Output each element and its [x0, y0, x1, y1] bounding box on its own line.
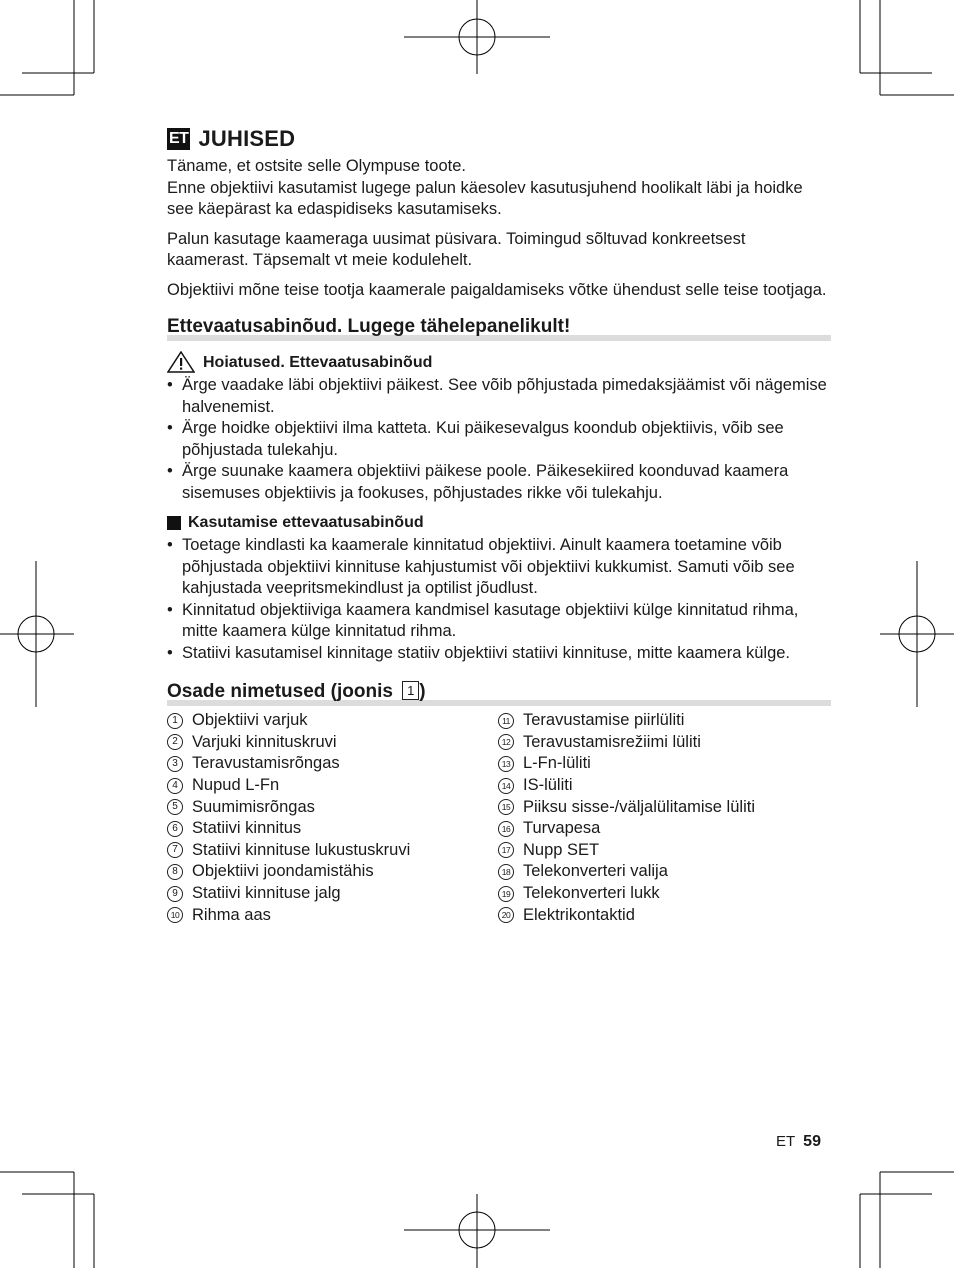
part-item — [498, 753, 829, 775]
part-number-circle: 4 — [167, 778, 183, 794]
part-number-circle: 20 — [498, 907, 514, 923]
part-item — [167, 710, 498, 732]
part-item — [498, 883, 829, 905]
part-item — [498, 840, 829, 862]
bullet-text: Toetage kindlasti ka kaamerale kinnitatud objektiivi. Ainult kaamera toetamine võib põhjustada objektiivi kinnituse kahjustumist või objektiivi kukkumist. Samuti võib see kahjustada veepritsmekindlust ja optilist jõudlust. — [182, 536, 795, 597]
part-label: Rihma aas — [192, 905, 271, 924]
part-item — [167, 883, 498, 905]
warnings-heading — [167, 351, 829, 373]
part-number-circle: 11 — [498, 713, 514, 729]
part-label: Varjuki kinnituskruvi — [192, 732, 337, 751]
part-number-circle: 7 — [167, 842, 183, 858]
part-label: Statiivi kinnituse jalg — [192, 884, 341, 903]
page-number: 59 — [803, 1133, 821, 1150]
part-label: L-Fn-lüliti — [523, 754, 591, 773]
part-label: Objektiivi varjuk — [192, 711, 308, 730]
warning-triangle-icon — [167, 351, 195, 373]
part-label: Nupud L-Fn — [192, 776, 280, 795]
part-item — [498, 775, 829, 797]
page-footer — [776, 1133, 821, 1151]
bullet-item — [167, 643, 829, 665]
bullet-item — [167, 600, 829, 643]
part-label: Teravustamisrõngas — [192, 754, 340, 773]
part-number-circle: 2 — [167, 734, 183, 750]
bullet-item — [167, 535, 829, 600]
bullet-dot: • — [167, 376, 173, 394]
part-item — [498, 818, 829, 840]
bullet-item — [167, 461, 829, 504]
part-label: Objektiivi joondamistähis — [192, 862, 374, 881]
part-item — [498, 710, 829, 732]
part-number-circle: 10 — [167, 907, 183, 923]
usage-heading — [167, 512, 829, 533]
part-number-circle: 18 — [498, 864, 514, 880]
part-label: Statiivi kinnituse lukustuskruvi — [192, 840, 411, 859]
part-label: Piiksu sisse-/väljalülitamise lüliti — [523, 797, 755, 816]
parts-heading-suffix: ) — [419, 681, 426, 702]
bullet-item — [167, 375, 829, 418]
usage-heading-text: Kasutamise ettevaatusabinõud — [188, 514, 424, 531]
footer-language: ET — [776, 1133, 796, 1150]
intro-paragraph: Palun kasutage kaameraga uusimat püsivara. Toimingud sõltuvad konkreetsest kaamerast. Täpsemalt vt meie kodulehelt. — [167, 229, 746, 269]
part-number-circle: 8 — [167, 864, 183, 880]
bullet-dot: • — [167, 600, 173, 619]
bullet-dot: • — [167, 643, 173, 662]
part-number-circle: 16 — [498, 821, 514, 837]
language-badge: ET — [167, 128, 190, 150]
part-label: Statiivi kinnitus — [192, 819, 302, 838]
part-item — [167, 861, 498, 883]
parts-heading — [167, 680, 829, 706]
part-item — [167, 840, 498, 862]
part-item — [498, 904, 829, 926]
part-label: Elektrikontaktid — [523, 905, 635, 924]
part-number-circle: 9 — [167, 886, 183, 902]
usage-list — [167, 535, 829, 664]
part-label: Turvapesa — [523, 819, 601, 838]
part-number-circle: 1 — [167, 713, 183, 729]
part-label: IS-lüliti — [523, 776, 573, 795]
intro-paragraph: Täname, et ostsite selle Olympuse toote. Enne objektiivi kasutamist lugege palun käesolev kasutusjuhend hoolikalt läbi ja hoidke see käepärast ka edaspidiseks kasutamiseks. — [167, 157, 803, 218]
parts-column-left — [167, 710, 498, 926]
parts-heading-text: Osade nimetused (joonis — [167, 681, 399, 702]
part-label: Nupp SET — [523, 840, 600, 859]
part-label: Teravustamise piirlüliti — [523, 711, 685, 730]
precautions-heading — [167, 315, 829, 341]
page-title-row — [167, 124, 829, 154]
black-square-icon — [167, 516, 181, 530]
warnings-list — [167, 375, 829, 504]
bullet-item — [167, 418, 829, 461]
bullet-text: Ärge suunake kaamera objektiivi päikese poole. Päikesekiired koonduvad kaamera sisemuses objektiivis ja fookuses, põhjustades rikke või tulekahju. — [182, 462, 789, 502]
precautions-heading-text: Ettevaatusabinõud. Lugege tähelepanelikult! — [167, 316, 571, 337]
part-number-circle: 3 — [167, 756, 183, 772]
part-number-circle: 6 — [167, 821, 183, 837]
part-item — [167, 732, 498, 754]
bullet-text: Ärge vaadake läbi objektiivi päikest. See võib põhjustada pimedaksjäämist või nägemise halvenemist. — [182, 376, 827, 416]
part-item — [498, 796, 829, 818]
bullet-text: Statiivi kasutamisel kinnitage statiiv objektiivi statiivi kinnituse, mitte kaamera külge. — [182, 643, 791, 662]
part-item — [167, 775, 498, 797]
part-label: Telekonverteri lukk — [523, 884, 660, 903]
page-content — [167, 124, 829, 926]
bullet-text: Kinnitatud objektiiviga kaamera kandmisel kasutage objektiivi külge kinnitatud rihma, mitte kaamera külge kinnitatud rihma. — [182, 600, 799, 640]
part-number-circle: 14 — [498, 778, 514, 794]
part-number-circle: 5 — [167, 799, 183, 815]
bullet-text: Ärge hoidke objektiivi ilma katteta. Kui päikesevalgus koondub objektiivis, võib see põhjustada tulekahju. — [182, 419, 784, 459]
bullet-dot: • — [167, 536, 173, 554]
part-item — [167, 904, 498, 926]
part-number-circle: 13 — [498, 756, 514, 772]
figure-number-box: 1 — [402, 681, 419, 700]
part-item — [498, 732, 829, 754]
part-number-circle: 17 — [498, 842, 514, 858]
parts-list — [167, 710, 829, 926]
intro-paragraph: Objektiivi mõne teise tootja kaamerale paigaldamiseks võtke ühendust selle teise tootjaga. — [167, 280, 827, 299]
bullet-dot: • — [167, 462, 173, 480]
part-item — [167, 818, 498, 840]
bullet-dot: • — [167, 419, 173, 437]
part-number-circle: 12 — [498, 734, 514, 750]
part-label: Teravustamisrežiimi lüliti — [523, 732, 701, 751]
part-item — [167, 796, 498, 818]
part-number-circle: 19 — [498, 886, 514, 902]
parts-column-right — [498, 710, 829, 926]
part-item — [498, 861, 829, 883]
page-title: JUHISED — [198, 126, 296, 151]
part-number-circle: 15 — [498, 799, 514, 815]
part-label: Suumimisrõngas — [192, 797, 315, 816]
part-item — [167, 753, 498, 775]
part-label: Telekonverteri valija — [523, 862, 668, 881]
warnings-heading-text: Hoiatused. Ettevaatusabinõud — [203, 353, 433, 371]
